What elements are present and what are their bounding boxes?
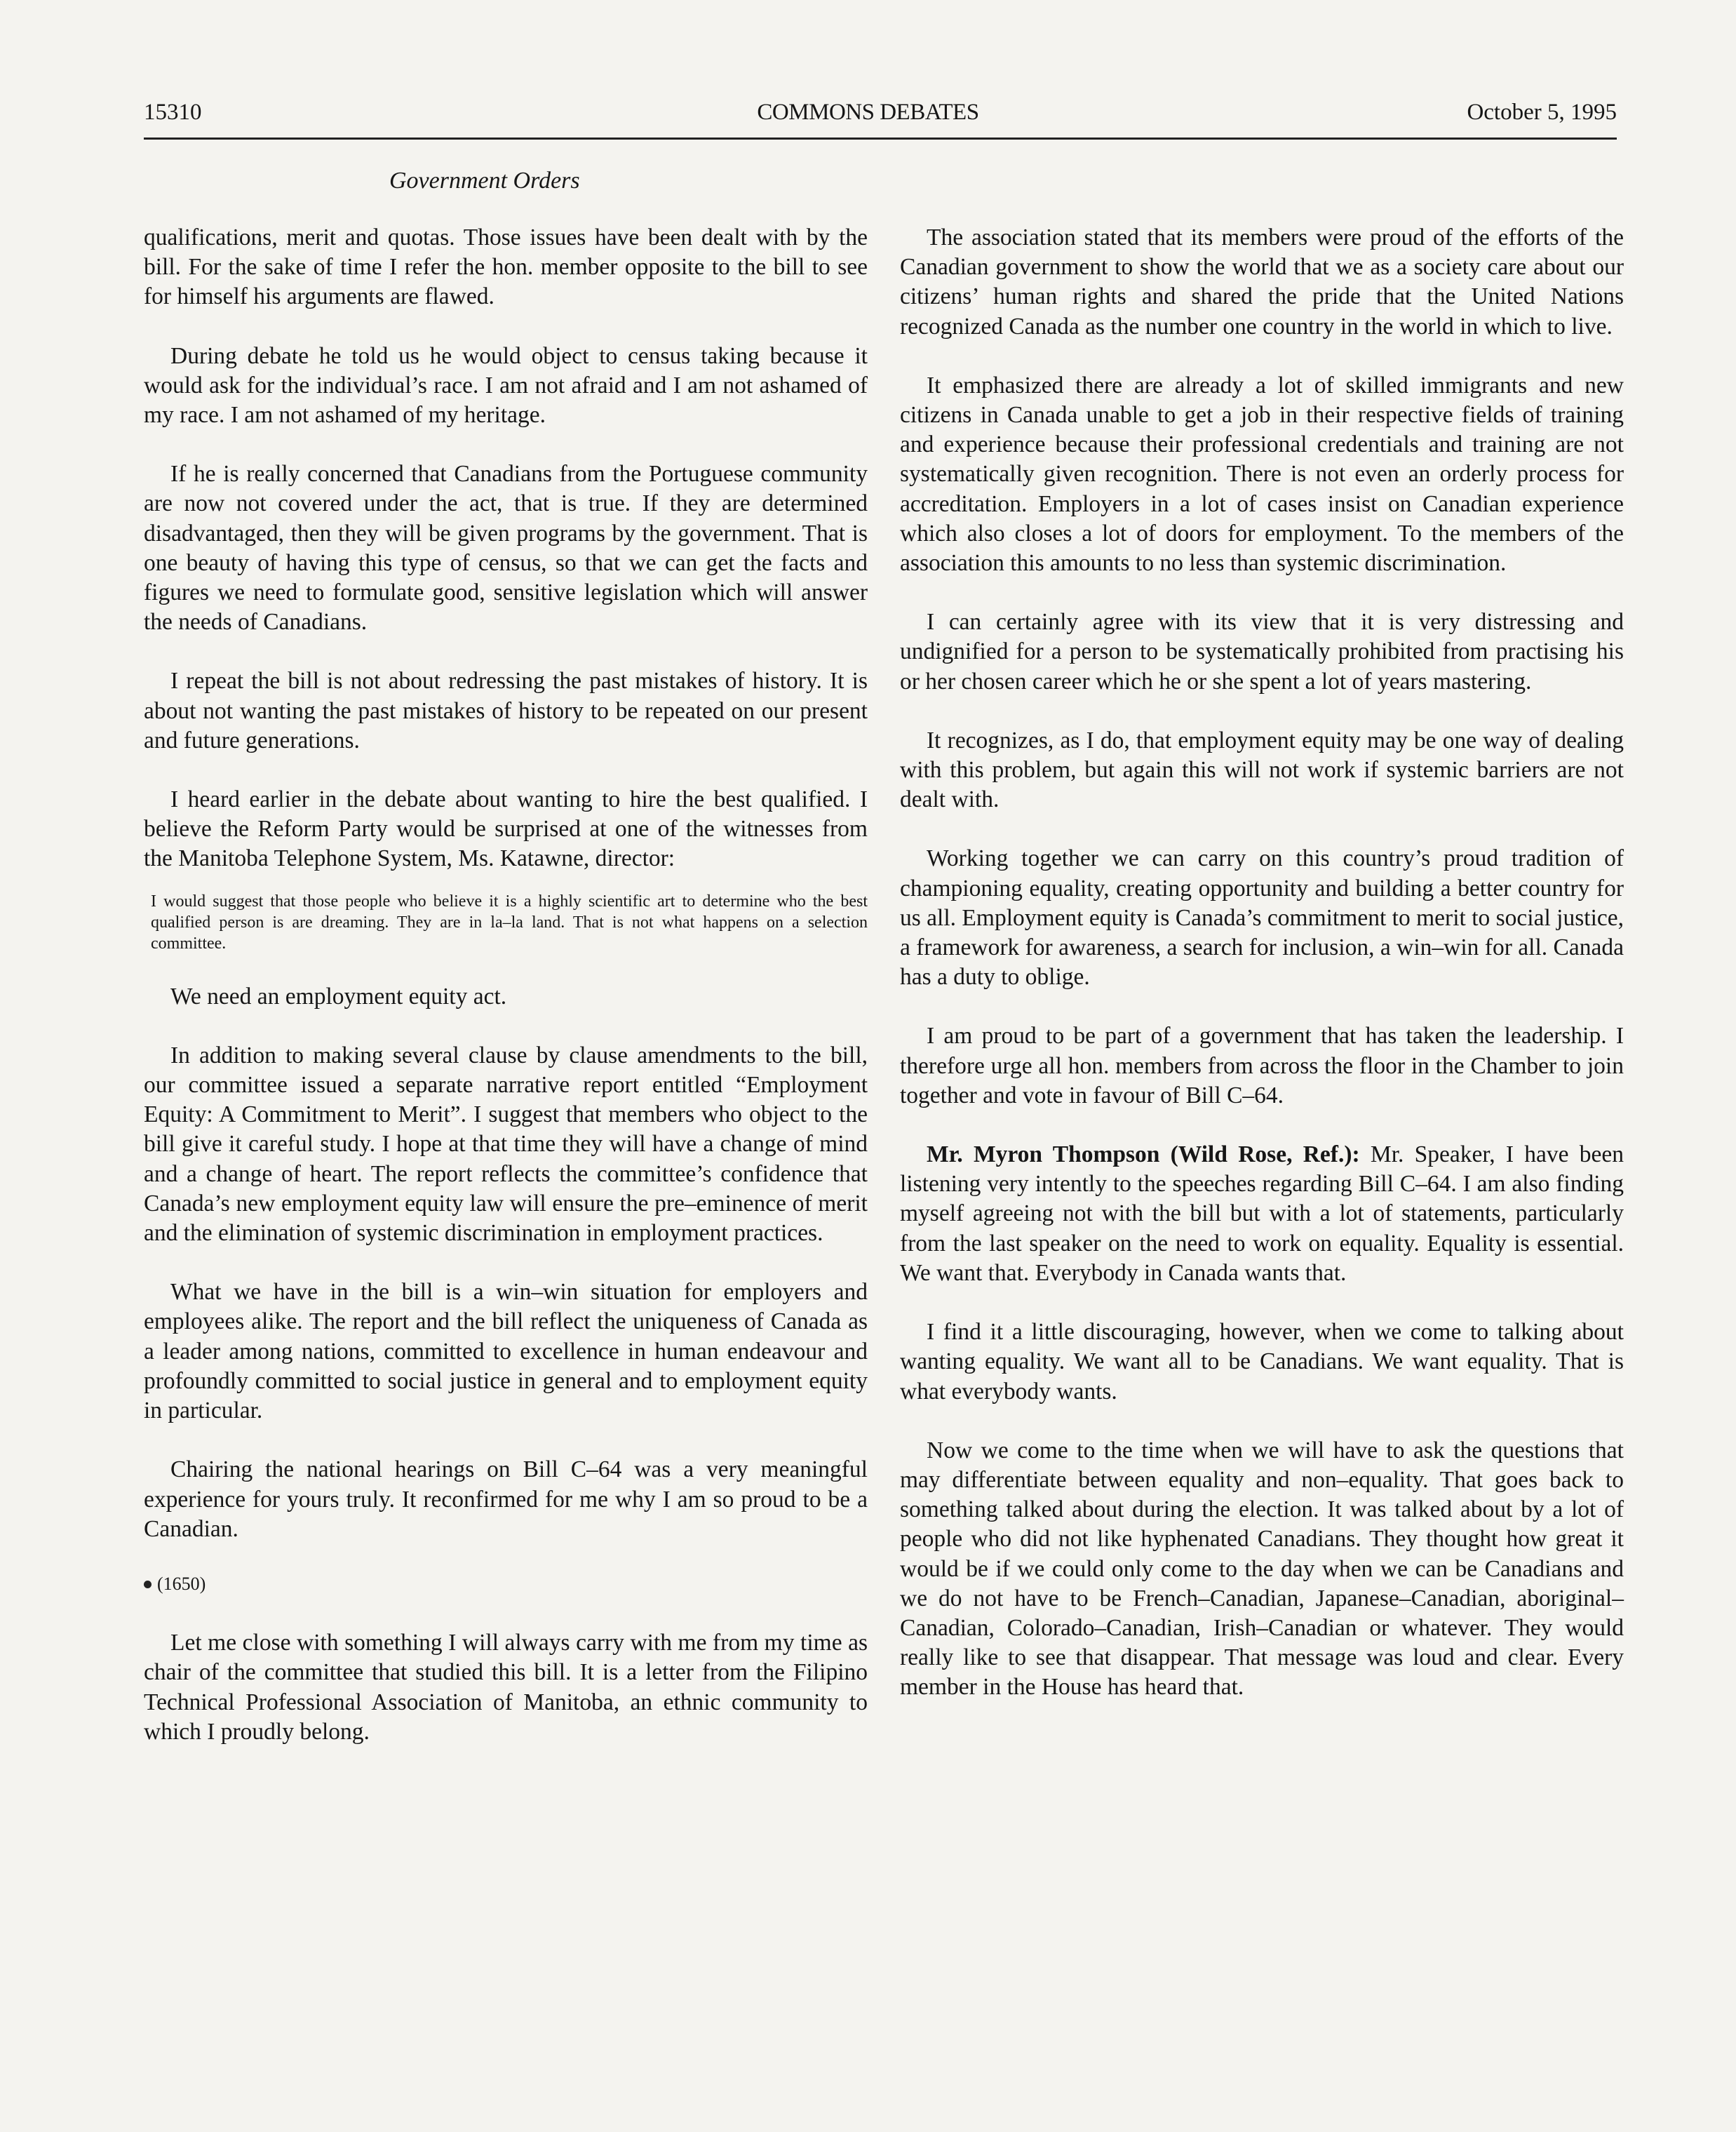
left-column bbox=[144, 223, 868, 1776]
paragraph: Now we come to the time when we will have to ask the questions that may differentiate between equality and non–equality. That goes back to something talked about during the election. It was talked about by a lot of people who did not like hyphenated Canadians. They thought how great it would be if we could only come to the day when we can be Canadians and we do not have to be French–Canadian, Japanese–Canadian, aboriginal–Canadian, Colorado–Canadian, Irish–Canadian or whatever. They would really like to see that disappear. That message was loud and clear. Every member in the House has heard that. bbox=[900, 1437, 1624, 1701]
block-quote: I would suggest that those people who believe it is a highly scientific art to determine who the best qualified person is are dreaming. They are in la–la land. That is not what happens on a selection committee. bbox=[151, 892, 868, 953]
paragraph: During debate he told us he would object to census taking because it would ask for the individual’s race. I am not afraid and I am not ashamed of my race. I am not ashamed of my heritage. bbox=[144, 342, 868, 429]
paragraph: I find it a little discouraging, however, when we come to talking about wanting equality. We want all to be Canadians. We want equality. That is what everybody wants. bbox=[900, 1319, 1624, 1404]
paragraph: qualifications, merit and quotas. Those issues have been dealt with by the bill. For the sake of time I refer the hon. member opposite to the bill to see for himself his arguments are flawed. bbox=[144, 224, 868, 310]
paragraph: Chairing the national hearings on Bill C–64 was a very meaningful experience for yours truly. It reconfirmed for me why I am so proud to be a Canadian. bbox=[144, 1456, 868, 1542]
section-title: Government Orders bbox=[389, 168, 580, 194]
paragraph: I can certainly agree with its view that it is very distressing and undignified for a person to be systematically prohibited from practising his or her chosen career which he or she spent a lot of years mastering. bbox=[900, 609, 1624, 695]
speaker-name: Mr. Myron Thompson (Wild Rose, Ref.): bbox=[927, 1141, 1360, 1168]
page-number: 15310 bbox=[144, 100, 202, 125]
speaker-paragraph bbox=[900, 1140, 1624, 1288]
paragraph: I repeat the bill is not about redressing the past mistakes of history. It is about not wanting the past mistakes of history to be repeated on our present and future generations. bbox=[144, 668, 868, 753]
paragraph: In addition to making several clause by clause amendments to the bill, our committee issued a separate narrative report entitled “Employment Equity: A Commitment to Merit”. I suggest that members who object to the bill give it careful study. I hope at that time they will have a change of mind and a change of heart. The report reflects the committee’s confidence that Canada’s new employment equity law will ensure the pre–eminence of merit and the elimination of systemic discrimination in employment practices. bbox=[144, 1042, 868, 1247]
speech-text: Mr. Speaker, I have been listening very intently to the speeches regarding Bill C–64. I am also finding myself agreeing not with the bill but with a lot of statements, particularly from the last speaker on the need to work on equality. Equality is essential. We want that. Everybody in Canada wants that. bbox=[900, 1141, 1624, 1286]
publication-date: October 5, 1995 bbox=[1467, 100, 1617, 125]
paragraph: What we have in the bill is a win–win situation for employers and employees alike. The report and the bill reflect the uniqueness of Canada as a leader among nations, committed to excellence in human endeavour and profoundly committed to social justice in general and to employment equity in particular. bbox=[144, 1279, 868, 1424]
paragraph: We need an employment equity act. bbox=[170, 983, 507, 1010]
bullet-icon bbox=[144, 1581, 152, 1588]
paragraph: It recognizes, as I do, that employment equity may be one way of dealing with this problem, but again this will not work if systemic barriers are not dealt with. bbox=[900, 727, 1624, 813]
time-marker-text: (1650) bbox=[157, 1573, 206, 1594]
paragraph: I am proud to be part of a government that has taken the leadership. I therefore urge all hon. members from across the floor in the Chamber to join together and vote in favour of Bill C–64. bbox=[900, 1023, 1624, 1108]
time-marker bbox=[144, 1569, 868, 1599]
header-rule bbox=[144, 138, 1617, 140]
paragraph: I heard earlier in the debate about wanting to hire the best qualified. I believe the Reform Party would be surprised at one of the witnesses from the Manitoba Telephone System, Ms. Katawne, director: bbox=[144, 786, 868, 872]
paragraph: Let me close with something I will always carry with me from my time as chair of the committee that studied this bill. It is a letter from the Filipino Technical Professional Association of Manitoba, an ethnic community to which I proudly belong. bbox=[144, 1630, 868, 1745]
paragraph: The association stated that its members were proud of the efforts of the Canadian government to show the world that we as a society care about our citizens’ human rights and shared the pride that the United Nations recognized Canada as the number one country in the world in which to live. bbox=[900, 224, 1624, 340]
paragraph: It emphasized there are already a lot of skilled immigrants and new citizens in Canada unable to get a job in their respective fields of training and experience because their professional credentials and training are not systematically given recognition. There is not even an orderly process for accreditation. Employers in a lot of cases insist on Canadian experience which also closes a lot of doors for employment. To the members of the association this amounts to no less than systemic discrimination. bbox=[900, 372, 1624, 577]
publication-title: COMMONS DEBATES bbox=[757, 100, 979, 125]
paragraph: Working together we can carry on this country’s proud tradition of championing equality, creating opportunity and building a better country for us all. Employment equity is Canada’s commitment to merit to social justice, a framework for awareness, a search for inclusion, a win–win for all. Canada has a duty to oblige. bbox=[900, 845, 1624, 991]
right-column bbox=[900, 223, 1624, 1732]
paragraph: If he is really concerned that Canadians from the Portuguese community are now not covered under the act, that is true. If they are determined disadvantaged, then they will be given programs by the government. That is one beauty of having this type of census, so that we can get the facts and figures we need to formulate good, sensitive legislation which will answer the needs of Canadians. bbox=[144, 461, 868, 636]
